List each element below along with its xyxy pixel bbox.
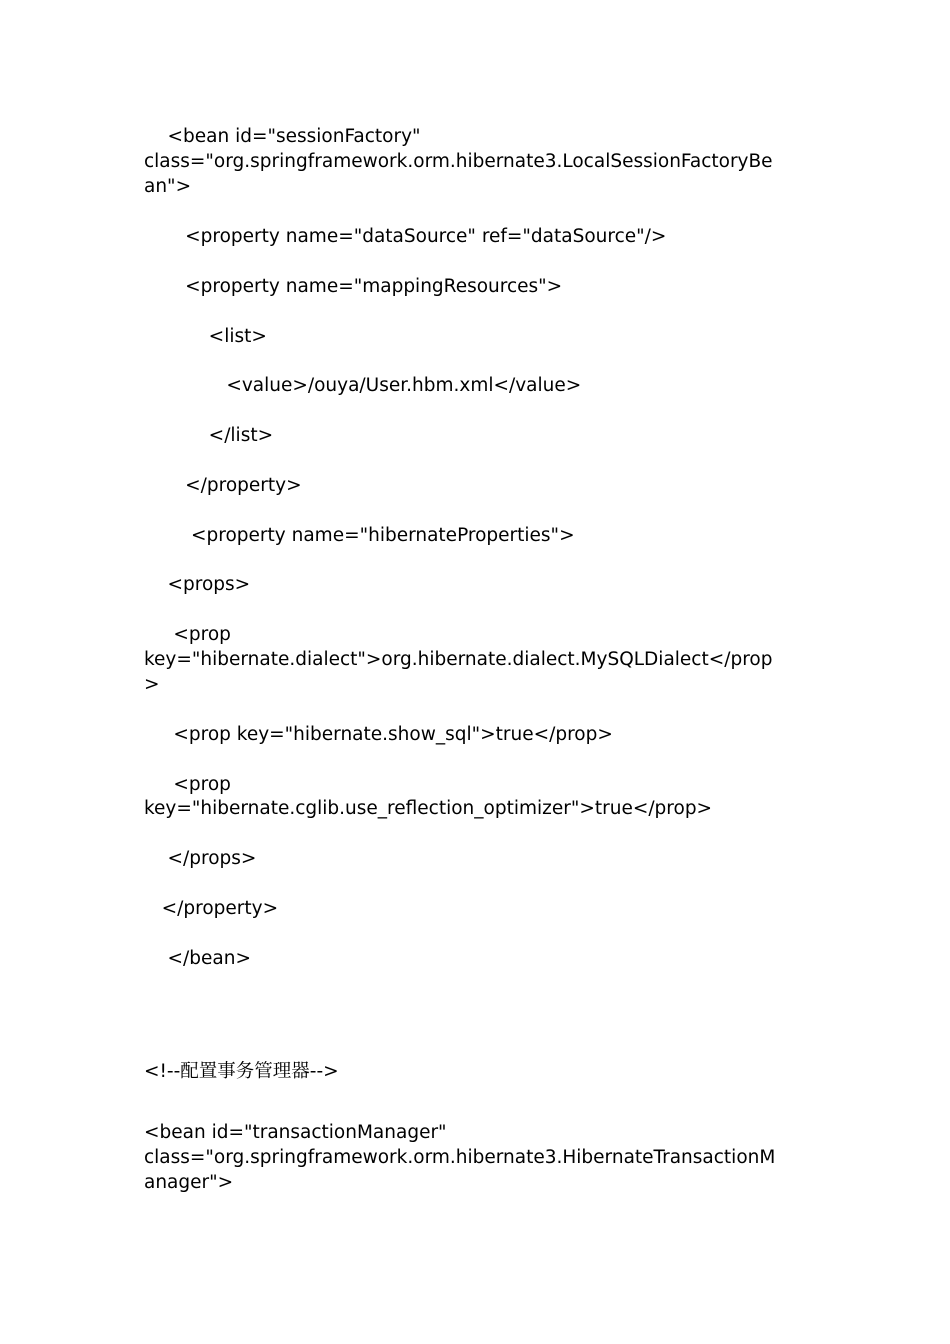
code-line: <prop bbox=[144, 624, 231, 645]
code-line: anager"> bbox=[144, 1172, 234, 1193]
comment-line: <!--配置事务管理器--> bbox=[144, 1061, 339, 1082]
code-line: <prop bbox=[144, 774, 231, 795]
code-line: <property name="dataSource" ref="dataSource"/> bbox=[144, 226, 667, 247]
code-line: <property name="hibernateProperties"> bbox=[144, 525, 575, 546]
code-line: <prop key="hibernate.show_sql">true</prop> bbox=[144, 724, 613, 745]
code-line: </list> bbox=[144, 425, 274, 446]
code-line: <value>/ouya/User.hbm.xml</value> bbox=[144, 375, 582, 396]
code-line: class="org.springframework.orm.hibernate3.LocalSessionFactoryBe bbox=[144, 151, 773, 172]
code-line: </property> bbox=[144, 475, 302, 496]
code-line: > bbox=[144, 674, 160, 695]
code-line: <list> bbox=[144, 326, 267, 347]
code-line: </property> bbox=[144, 898, 279, 919]
code-line: key="hibernate.cglib.use_reflection_optimizer">true</prop> bbox=[144, 798, 713, 819]
code-line: </props> bbox=[144, 848, 257, 869]
code-line: key="hibernate.dialect">org.hibernate.dialect.MySQLDialect</prop bbox=[144, 649, 773, 670]
code-line: class="org.springframework.orm.hibernate3.HibernateTransactionM bbox=[144, 1147, 776, 1168]
code-line: <bean id="sessionFactory" bbox=[144, 126, 421, 147]
code-line: <bean id="transactionManager" bbox=[144, 1122, 447, 1143]
code-line: <props> bbox=[144, 574, 251, 595]
code-line: <property name="mappingResources"> bbox=[144, 276, 563, 297]
code-line: </bean> bbox=[144, 948, 251, 969]
code-line: an"> bbox=[144, 176, 192, 197]
